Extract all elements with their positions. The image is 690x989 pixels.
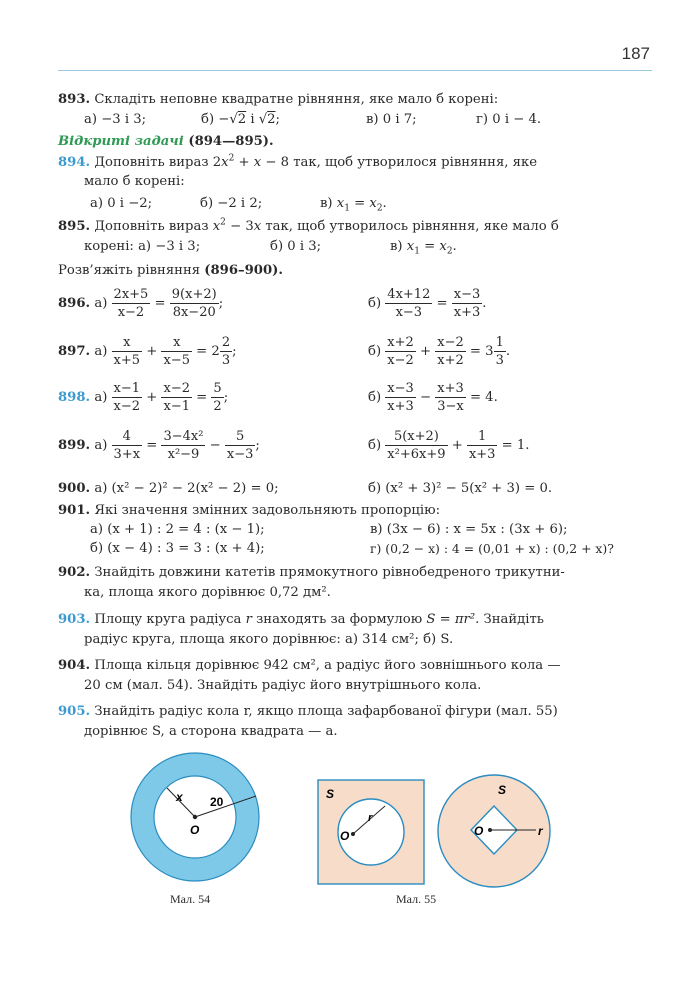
fraction: $\frac{1}{x+3}$ — [468, 429, 496, 462]
fraction: $\frac{\text{3−4x²}}{\text{x²−9}}$ — [163, 429, 204, 462]
answer-b: б) (x − 4) : 3 = 3 : (x + 4); — [90, 541, 265, 556]
problem-number: 903. — [58, 612, 91, 627]
fraction: $\frac{5}{x-3}$ — [226, 429, 254, 462]
problem-number: 905. — [58, 704, 91, 719]
answer-a: а) (x + 1) : 2 = 4 : (x − 1); — [90, 522, 265, 537]
open-tasks-heading: Відкриті задачі (894—895). — [58, 134, 274, 149]
figure-55-caption: Мал. 55 — [396, 892, 437, 906]
problem-903: 903. Площу круга радіуса r знаходять за формулою S = πr². Знайдіть — [58, 612, 544, 627]
problem-897-a: 897. а) $\frac{x}{x+5}$ + $\frac{x}{x-5}$ = 2 $\frac{2}{3}$ ; — [58, 335, 237, 368]
problem-902: 902. Знайдіть довжини катетів прямокутного рівнобедреного трикутни- — [58, 565, 565, 580]
answer-b: б) −2 і 2; — [200, 196, 263, 211]
problem-text: Складіть неповне квадратне рівняння, яке мало б корені: — [94, 92, 499, 107]
problem-number: 901. — [58, 503, 91, 518]
fraction: $\frac{x+2}{x-2}$ — [387, 335, 414, 368]
problem-902-line2: ка, площа якого дорівнює 0,72 дм². — [84, 585, 331, 600]
fraction: $\frac{x+3}{3-x}$ — [437, 381, 464, 414]
answer-c: в) (3x − 6) : x = 5x : (3x + 6); — [370, 522, 568, 537]
fraction: $\frac{x}{x-5}$ — [163, 335, 190, 368]
problem-904: 904. Площа кільця дорівнює 942 см², а радіус його зовнішнього кола — — [58, 658, 561, 673]
problem-904-line2: 20 см (мал. 54). Знайдіть радіус його внутрішнього кола. — [84, 678, 482, 693]
problem-898-b: б) $\frac{x-3}{x+3}$ − $\frac{x+3}{3-x}$ = 4. — [368, 381, 498, 414]
problem-905-line2: дорівнює S, а сторона квадрата — a. — [84, 724, 338, 739]
answer-d: г) (0,2 − x) : 4 = (0,01 + x) : (0,2 + x)? — [370, 541, 614, 556]
problem-number: 895. — [58, 219, 91, 234]
label-s: S — [498, 783, 507, 797]
fraction: $\frac{x-1}{x-2}$ — [113, 381, 141, 414]
fraction: $\frac{2}{3}$ — [221, 335, 231, 368]
label-r: r — [368, 812, 373, 824]
problem-899-a: 899. а) $\frac{4}{3+x}$ = $\frac{\text{3−4x²}}{\text{x²−9}}$ − $\frac{5}{x-3}$ ; — [58, 429, 260, 462]
fraction: $\frac{9(x+2)}{8x-20}$ — [171, 287, 217, 320]
problem-897-b: б) $\frac{x+2}{x-2}$ + $\frac{x-2}{x+2}$ = 3 $\frac{1}{3}$ . — [368, 335, 511, 368]
center-point — [351, 832, 355, 836]
fraction: $\frac{x-3}{x+3}$ — [387, 381, 414, 414]
problem-number: 904. — [58, 658, 91, 673]
fraction: $\frac{x-2}{x-1}$ — [163, 381, 190, 414]
problem-901: 901. Які значення змінних задовольняють пропорцію: — [58, 503, 441, 518]
answer-c: в) $x_1 = x_2$. — [390, 239, 457, 257]
fraction: $\frac{5(x+2)}{\text{x²+6x+9}}$ — [387, 429, 446, 462]
answer-c: в) 0 і 7; — [366, 112, 417, 127]
problem-903-line2: радіус круга, площа якого дорівнює: а) 314 см²; б) S. — [84, 632, 454, 647]
fraction: $\frac{2x+5}{x-2}$ — [113, 287, 149, 320]
label-o: O — [190, 823, 200, 837]
label-20: 20 — [210, 795, 224, 809]
problem-number: 900. — [58, 481, 91, 496]
fraction: $\frac{x-3}{x+3}$ — [453, 287, 481, 320]
problem-893 — [58, 92, 498, 108]
answer-b: б) 0 і 3; — [270, 239, 322, 254]
label-x: x — [176, 790, 183, 804]
problem-896-b: б) $\frac{4x+12}{x-3}$ = $\frac{x-3}{x+3}$ . — [368, 287, 487, 320]
answer-c: в) $x_1 = x_2$. — [320, 196, 387, 214]
fraction: $\frac{4x+12}{x-3}$ — [387, 287, 431, 320]
answer-a: а) −3 і 3; — [84, 112, 147, 127]
fraction: $\frac{5}{2}$ — [213, 381, 222, 414]
problem-number: 894. — [58, 155, 91, 170]
page-number: 187 — [621, 44, 650, 63]
answer-a: а) 0 і −2; — [90, 196, 153, 211]
problem-898-a: 898. а) $\frac{x-1}{x-2}$ + $\frac{x-2}{x-1}$ = $\frac{5}{2}$ ; — [58, 381, 229, 414]
label-o: O — [474, 824, 484, 838]
label-o: O — [340, 829, 350, 843]
problem-number: 897. — [58, 344, 91, 359]
label-r: r — [538, 824, 543, 838]
center-point — [193, 815, 197, 819]
figure-54-ring — [120, 752, 280, 892]
problem-894: 894. Доповніть вираз $2x^2 + x - 8$ так, щоб утворилося рівняння, яке — [58, 153, 538, 170]
sqrt-symbol: √ — [229, 112, 238, 127]
header-rule — [58, 70, 652, 71]
problem-900-b: б) (x² + 3)² − 5(x² + 3) = 0. — [368, 481, 553, 496]
problem-number: 902. — [58, 565, 91, 580]
figure-55-square — [312, 776, 432, 888]
figure-55-circle — [434, 772, 554, 892]
fraction: $\frac{4}{3+x}$ — [113, 429, 141, 462]
problem-905: 905. Знайдіть радіус кола r, якщо площа зафарбованої фігури (мал. 55) — [58, 704, 558, 719]
fraction: $\frac{x-2}{x+2}$ — [437, 335, 464, 368]
problem-number: 893. — [58, 92, 91, 107]
problem-895-line2: корені: а) −3 і 3; — [84, 239, 201, 254]
center-point — [488, 828, 492, 832]
problem-number: 896. — [58, 296, 91, 311]
answer-b: б) −√2 і √2; — [201, 112, 280, 127]
problem-number: 899. — [58, 438, 91, 453]
figure-54-caption: Мал. 54 — [170, 892, 211, 906]
problem-900-a: 900. а) (x² − 2)² − 2(x² − 2) = 0; — [58, 481, 279, 496]
answer-d: г) 0 і − 4. — [476, 112, 542, 127]
label-s: S — [326, 787, 335, 801]
problem-899-b: б) $\frac{5(x+2)}{\text{x²+6x+9}}$ + $\frac{1}{x+3}$ = 1. — [368, 429, 530, 462]
fraction: $\frac{1}{3}$ — [495, 335, 504, 368]
solve-heading: Розв’яжіть рівняння (896–900). — [58, 263, 283, 278]
problem-number: 898. — [58, 390, 91, 405]
problem-896-a: 896. а) $\frac{2x+5}{x-2}$ = $\frac{9(x+2)}{8x-20}$ ; — [58, 287, 224, 320]
problem-895: 895. Доповніть вираз $x^2 - 3x$ так, щоб утворилось рівняння, яке мало б — [58, 217, 559, 234]
problem-894-line2: мало б корені: — [84, 174, 185, 189]
fraction: $\frac{x}{x+5}$ — [113, 335, 141, 368]
